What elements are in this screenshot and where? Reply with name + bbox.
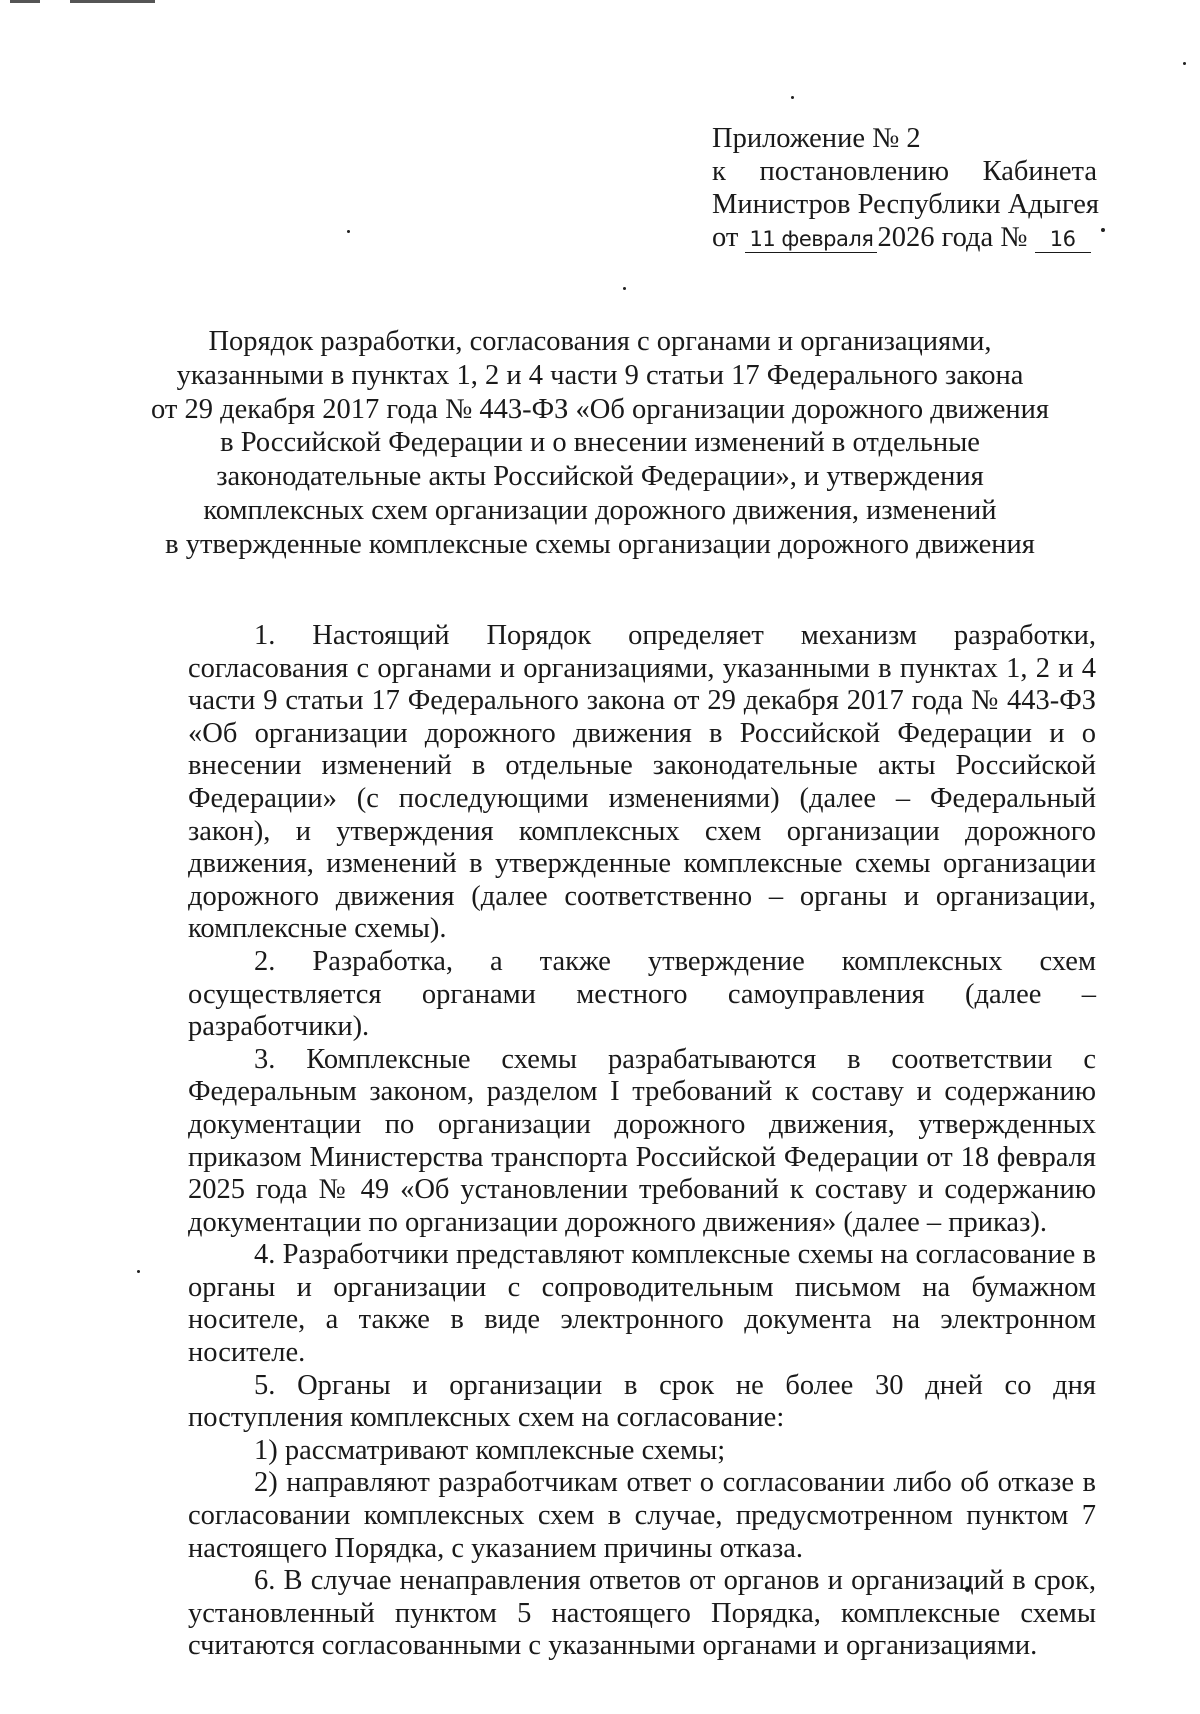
paragraph-5: 5. Органы и организации в срок не более 30 дней со дня поступления комплексных схем на согласование: xyxy=(188,1369,1096,1434)
paragraph-3: 3. Комплексные схемы разрабатываются в соответствии с Федеральным законом, разделом I требований к составу и содержанию документации по организации дорожного движения, утвержденных приказом Министерства транспорта Российской Федерации от 18 февраля 2025 года № 49 «Об установлении требований к составу и содержанию документации по организации дорожного движения» (далее – приказ). xyxy=(188,1043,1096,1238)
paragraph-2: 2. Разработка, а также утверждение комплексных схем осуществляется органами местного самоуправления (далее – разработчики). xyxy=(188,945,1096,1043)
appendix-ref-word: постановлению xyxy=(759,156,950,187)
appendix-reference xyxy=(712,155,1097,188)
paragraph-4: 4. Разработчики представляют комплексные схемы на согласование в органы и организации с сопроводительным письмом на бумажном носителе, а также в виде электронного документа на электронном носителе. xyxy=(188,1239,1096,1369)
date-suffix: 2026 года № xyxy=(877,222,1028,253)
document-number-field: 16 xyxy=(1035,226,1091,253)
scan-speck xyxy=(791,96,794,99)
paragraph-1: 1. Настоящий Порядок определяет механизм разработки, согласования с органами и организациями, указанными в пунктах 1, 2 и 4 части 9 статьи 17 Федерального закона от 29 декабря 2017 года № 443-ФЗ «Об организации дорожного движения в Российской Федерации и о внесении изменений в отдельные законодательные акты Российской Федерации» (с последующими изменениями) (далее – Федеральный закон), и утверждения комплексных схем организации дорожного движения, изменений в утвержденные комплексные схемы организации дорожного движения (далее соответственно – органы и организации, комплексные схемы). xyxy=(188,620,1096,945)
scan-speck xyxy=(137,1270,140,1273)
document-body xyxy=(188,620,1096,1663)
title-line: указанными в пунктах 1, 2 и 4 части 9 статьи 17 Федерального закона xyxy=(176,359,1024,391)
appendix-ref-word: Кабинета xyxy=(982,156,1097,187)
appendix-authority: Министров Республики Адыгея xyxy=(712,189,1100,220)
title-line: в Российской Федерации и о внесении изменений в отдельные xyxy=(220,427,980,459)
title-line: законодательные акты Российской Федерации», и утверждения xyxy=(216,461,984,493)
paragraph-6: 6. В случае ненаправления ответов от органов и организаций в срок, установленный пунктом 5 настоящего Порядка, комплексные схемы считаются согласованными с указанными органами и организациями. xyxy=(188,1565,1096,1662)
title-line: комплексных схем организации дорожного движения, изменений xyxy=(203,494,997,526)
paragraph-5-item-2: 2) направляют разработчикам ответ о согласовании либо об отказе в согласовании комплексных схем в случае, предусмотренном пунктом 7 настоящего Порядка, с указанием причины отказа. xyxy=(188,1467,1096,1564)
paragraph-5-item-1: 1) рассматривают комплексные схемы; xyxy=(254,1434,726,1466)
title-line: от 29 декабря 2017 года № 443-ФЗ «Об организации дорожного движения xyxy=(150,393,1050,425)
appendix-ref-word: к xyxy=(712,156,726,187)
scan-speck xyxy=(1101,228,1105,232)
title-line: Порядок разработки, согласования с органами и организациями, xyxy=(208,326,992,357)
scan-speck xyxy=(347,230,350,233)
date-field: 11 февраля xyxy=(745,226,877,253)
scan-speck xyxy=(623,287,626,290)
appendix-date-line xyxy=(712,221,1097,254)
scan-speck xyxy=(1183,62,1186,65)
date-prefix: от xyxy=(712,222,739,253)
appendix-block xyxy=(712,122,1100,254)
title-line: в утвержденные комплексные схемы организации дорожного движения xyxy=(165,528,1035,560)
scan-artifact-top xyxy=(0,0,160,3)
document-title xyxy=(150,325,1050,562)
appendix-number: Приложение № 2 xyxy=(712,123,921,154)
